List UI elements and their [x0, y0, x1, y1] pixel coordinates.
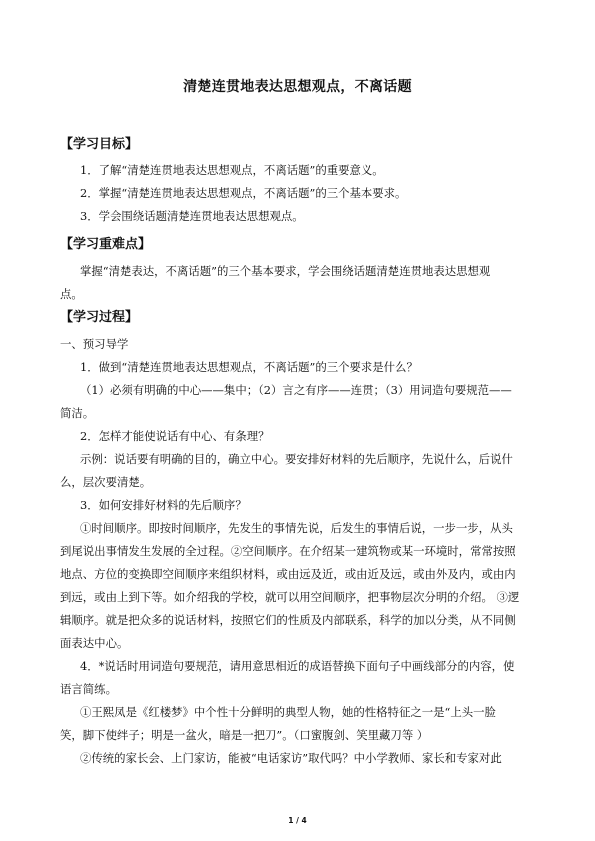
heading-key-points: 【学习重难点】 [60, 237, 152, 252]
key-point-line: 点。 [60, 287, 83, 301]
goal-item: 1．了解“清楚连贯地表达思想观点，不离话题”的重要意义。 [80, 163, 384, 177]
process-line: 笑，脚下使绊子；明是一盆火，暗是一把刀”。（口蜜腹剑、笑里藏刀等 ） [60, 728, 429, 742]
heading-learning-goals: 【学习目标】 [60, 137, 139, 152]
process-line: 示例：说话要有明确的目的，确立中心。要安排好材料的先后顺序，先说什么，后说什 [80, 452, 513, 466]
heading-learning-process: 【学习过程】 [60, 310, 139, 325]
process-line: 地点、方位的变换即空间顺序来组织材料，或由远及近，或由近及远，或由外及内，或由内 [60, 567, 516, 581]
process-line: 到尾说出事情发生发展的全过程。②空间顺序。在介绍某一建筑物或某一环境时，常常按照 [60, 544, 516, 558]
process-line: 辑顺序。就是把众多的说话材料，按照它们的性质及内部联系，科学的加以分类，从不同侧 [60, 613, 516, 627]
goal-item: 3．学会围绕话题清楚连贯地表达思想观点。 [80, 209, 304, 223]
process-line: 面表达中心。 [60, 636, 129, 650]
process-line: 一、预习导学 [60, 337, 129, 351]
process-line: 简洁。 [60, 406, 95, 420]
process-line: ②传统的家长会、上门家访，能被“电话家访”取代吗？中小学教师、家长和专家对此 [80, 751, 502, 765]
document-title: 清楚连贯地表达思想观点，不离话题 [183, 79, 412, 95]
process-line: （1）必须有明确的中心——集中；（2）言之有序——连贯；（3）用词造句要规范—— [80, 383, 512, 397]
process-line: ①王熙凤是《红楼梦》中个性十分鲜明的典型人物，她的性格特征之一是“上头一脸 [80, 705, 496, 719]
process-line: ①时间顺序。即按时间顺序，先发生的事情先说，后发生的事情后说，一步一步，从头 [80, 521, 513, 535]
process-line: 语言简练。 [60, 682, 117, 696]
process-line: 到远，或由上到下等。如介绍我的学校，就可以用空间顺序，把事物层次分明的介绍。 ③逻 [60, 590, 520, 604]
process-line: 么，层次要清楚。 [60, 475, 152, 489]
process-line: 2．怎样才能使说话有中心、有条理？ [80, 429, 270, 443]
process-line: 3．如何安排好材料的先后顺序？ [80, 498, 247, 512]
key-point-line: 掌握“清楚表达，不离话题”的三个基本要求，学会围绕话题清楚连贯地表达思想观 [80, 264, 491, 278]
process-line: 4．*说话时用词造句要规范，请用意思相近的成语替换下面句子中画线部分的内容，使 [80, 659, 515, 673]
goal-item: 2．掌握“清楚连贯地表达思想观点，不离话题”的三个基本要求。 [80, 186, 407, 200]
page-number: 1 / 4 [288, 816, 307, 825]
process-line: 1．做到“清楚连贯地表达思想观点，不离话题”的三个要求是什么？ [80, 360, 418, 374]
